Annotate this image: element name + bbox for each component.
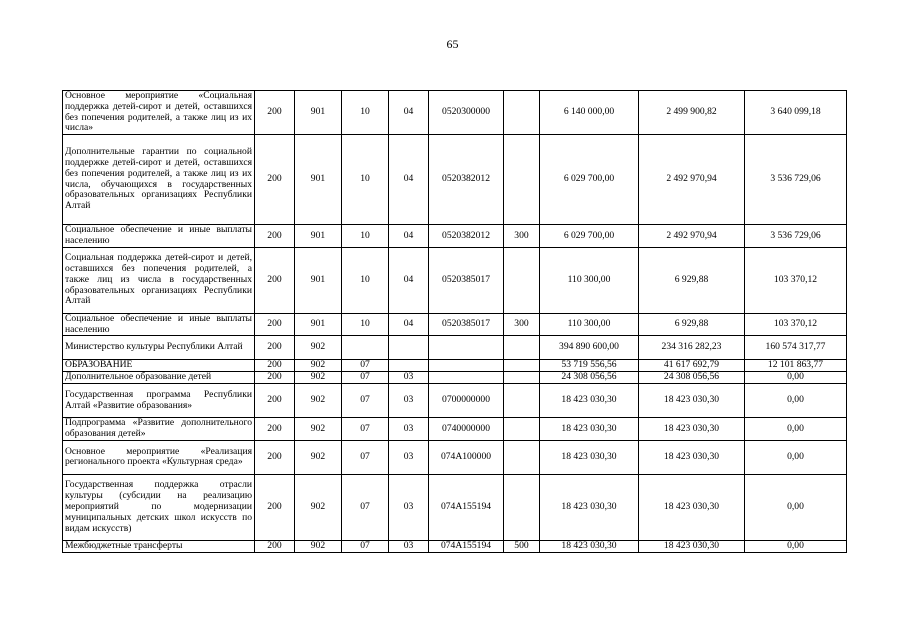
remaining-amount-cell: 160 574 317,77	[745, 336, 847, 360]
grbs-code-cell: 901	[295, 91, 342, 135]
expense-type-cell	[504, 336, 540, 360]
subsection-code-cell: 04	[389, 135, 429, 225]
section-code-cell	[342, 336, 389, 360]
subsection-code-cell: 04	[389, 91, 429, 135]
target-article-cell: 0520382012	[429, 135, 504, 225]
table-row	[63, 225, 847, 248]
grbs-code-cell: 901	[295, 225, 342, 248]
expense-type-cell	[504, 440, 540, 474]
expense-type-cell	[504, 247, 540, 313]
grbs-code-cell: 902	[295, 540, 342, 552]
subsection-code-cell: 03	[389, 418, 429, 441]
expense-type-cell	[504, 360, 540, 372]
executed-amount-cell: 18 423 030,30	[639, 384, 745, 418]
planned-amount-cell: 110 300,00	[540, 247, 639, 313]
section-code-cell: 10	[342, 91, 389, 135]
grbs-code-cell: 902	[295, 440, 342, 474]
expense-type-cell	[504, 474, 540, 540]
row-name-cell: Подпрограмма «Развитие дополнительного образования детей»	[63, 418, 255, 441]
expense-type-cell	[504, 372, 540, 384]
executed-amount-cell: 18 423 030,30	[639, 540, 745, 552]
remaining-amount-cell: 12 101 863,77	[745, 360, 847, 372]
target-article-cell	[429, 372, 504, 384]
remaining-amount-cell: 0,00	[745, 418, 847, 441]
section-code-cell: 07	[342, 418, 389, 441]
table-row	[63, 540, 847, 552]
remaining-amount-cell: 103 370,12	[745, 313, 847, 336]
target-article-cell: 074A155194	[429, 540, 504, 552]
table-row	[63, 384, 847, 418]
target-article-cell: 0520385017	[429, 313, 504, 336]
executed-amount-cell: 6 929,88	[639, 247, 745, 313]
grbs-code-cell: 902	[295, 336, 342, 360]
expense-type-cell	[504, 384, 540, 418]
executed-amount-cell: 234 316 282,23	[639, 336, 745, 360]
grbs-code-cell: 902	[295, 474, 342, 540]
table-row	[63, 247, 847, 313]
expense-type-cell	[504, 91, 540, 135]
section-code-cell: 10	[342, 225, 389, 248]
subsection-code-cell: 03	[389, 540, 429, 552]
admin-code-cell: 200	[255, 336, 295, 360]
target-article-cell: 0700000000	[429, 384, 504, 418]
planned-amount-cell: 18 423 030,30	[540, 540, 639, 552]
remaining-amount-cell: 3 536 729,06	[745, 135, 847, 225]
budget-table	[62, 90, 847, 553]
row-name-cell: Основное мероприятие «Социальная поддержка детей-сирот и детей, оставшихся без попечения родителей, а также лиц из их числа»	[63, 91, 255, 135]
subsection-code-cell: 03	[389, 440, 429, 474]
table-row	[63, 313, 847, 336]
target-article-cell: 0520300000	[429, 91, 504, 135]
target-article-cell	[429, 336, 504, 360]
admin-code-cell: 200	[255, 418, 295, 441]
planned-amount-cell: 6 029 700,00	[540, 135, 639, 225]
target-article-cell: 074A155194	[429, 474, 504, 540]
table-row	[63, 135, 847, 225]
table-row	[63, 336, 847, 360]
executed-amount-cell: 6 929,88	[639, 313, 745, 336]
planned-amount-cell: 394 890 600,00	[540, 336, 639, 360]
row-name-cell: Дополнительные гарантии по социальной поддержке детей-сирот и детей, оставшихся без попечения родителей, а также лиц из их числа, обучающихся в государственных образовательных организациях Республики Алтай	[63, 135, 255, 225]
section-code-cell: 07	[342, 372, 389, 384]
grbs-code-cell: 901	[295, 313, 342, 336]
planned-amount-cell: 24 308 056,56	[540, 372, 639, 384]
executed-amount-cell: 2 492 970,94	[639, 225, 745, 248]
admin-code-cell: 200	[255, 313, 295, 336]
subsection-code-cell: 03	[389, 474, 429, 540]
subsection-code-cell: 03	[389, 372, 429, 384]
expense-type-cell	[504, 135, 540, 225]
section-code-cell: 07	[342, 474, 389, 540]
row-name-cell: Основное мероприятие «Реализация регионального проекта «Культурная среда»	[63, 440, 255, 474]
planned-amount-cell: 110 300,00	[540, 313, 639, 336]
planned-amount-cell: 18 423 030,30	[540, 474, 639, 540]
row-name-cell: Социальное обеспечение и иные выплаты населению	[63, 225, 255, 248]
subsection-code-cell	[389, 336, 429, 360]
executed-amount-cell: 2 492 970,94	[639, 135, 745, 225]
section-code-cell: 10	[342, 247, 389, 313]
section-code-cell: 10	[342, 313, 389, 336]
admin-code-cell: 200	[255, 540, 295, 552]
table-row	[63, 372, 847, 384]
expense-type-cell: 500	[504, 540, 540, 552]
executed-amount-cell: 41 617 692,79	[639, 360, 745, 372]
remaining-amount-cell: 0,00	[745, 540, 847, 552]
section-code-cell: 07	[342, 360, 389, 372]
row-name-cell: ОБРАЗОВАНИЕ	[63, 360, 255, 372]
row-name-cell: Межбюджетные трансферты	[63, 540, 255, 552]
grbs-code-cell: 902	[295, 384, 342, 418]
planned-amount-cell: 18 423 030,30	[540, 440, 639, 474]
admin-code-cell: 200	[255, 474, 295, 540]
executed-amount-cell: 18 423 030,30	[639, 440, 745, 474]
expense-type-cell: 300	[504, 313, 540, 336]
admin-code-cell: 200	[255, 225, 295, 248]
subsection-code-cell: 03	[389, 384, 429, 418]
planned-amount-cell: 53 719 556,56	[540, 360, 639, 372]
admin-code-cell: 200	[255, 440, 295, 474]
executed-amount-cell: 2 499 900,82	[639, 91, 745, 135]
remaining-amount-cell: 0,00	[745, 440, 847, 474]
executed-amount-cell: 18 423 030,30	[639, 418, 745, 441]
admin-code-cell: 200	[255, 360, 295, 372]
row-name-cell: Социальная поддержка детей-сирот и детей, оставшихся без попечения родителей, а также лиц из числа в государственных образовательных организациях Республики Алтай	[63, 247, 255, 313]
planned-amount-cell: 6 029 700,00	[540, 225, 639, 248]
planned-amount-cell: 18 423 030,30	[540, 384, 639, 418]
planned-amount-cell: 18 423 030,30	[540, 418, 639, 441]
remaining-amount-cell: 0,00	[745, 384, 847, 418]
executed-amount-cell: 18 423 030,30	[639, 474, 745, 540]
section-code-cell: 07	[342, 384, 389, 418]
expense-type-cell	[504, 418, 540, 441]
executed-amount-cell: 24 308 056,56	[639, 372, 745, 384]
section-code-cell: 07	[342, 540, 389, 552]
target-article-cell: 0520385017	[429, 247, 504, 313]
remaining-amount-cell: 103 370,12	[745, 247, 847, 313]
target-article-cell: 0740000000	[429, 418, 504, 441]
table-row	[63, 91, 847, 135]
remaining-amount-cell: 0,00	[745, 474, 847, 540]
target-article-cell: 074A100000	[429, 440, 504, 474]
admin-code-cell: 200	[255, 372, 295, 384]
target-article-cell: 0520382012	[429, 225, 504, 248]
subsection-code-cell: 04	[389, 313, 429, 336]
section-code-cell: 07	[342, 440, 389, 474]
subsection-code-cell: 04	[389, 225, 429, 248]
remaining-amount-cell: 3 536 729,06	[745, 225, 847, 248]
target-article-cell	[429, 360, 504, 372]
admin-code-cell: 200	[255, 91, 295, 135]
row-name-cell: Дополнительное образование детей	[63, 372, 255, 384]
row-name-cell: Министерство культуры Республики Алтай	[63, 336, 255, 360]
admin-code-cell: 200	[255, 247, 295, 313]
table-row	[63, 440, 847, 474]
page-number: 65	[446, 37, 459, 51]
remaining-amount-cell: 3 640 099,18	[745, 91, 847, 135]
expense-type-cell: 300	[504, 225, 540, 248]
planned-amount-cell: 6 140 000,00	[540, 91, 639, 135]
table-row	[63, 418, 847, 441]
grbs-code-cell: 902	[295, 360, 342, 372]
remaining-amount-cell: 0,00	[745, 372, 847, 384]
grbs-code-cell: 902	[295, 372, 342, 384]
grbs-code-cell: 901	[295, 135, 342, 225]
table-row	[63, 360, 847, 372]
admin-code-cell: 200	[255, 135, 295, 225]
section-code-cell: 10	[342, 135, 389, 225]
grbs-code-cell: 902	[295, 418, 342, 441]
admin-code-cell: 200	[255, 384, 295, 418]
row-name-cell: Государственная поддержка отрасли культуры (субсидии на реализацию мероприятий по модернизации муниципальных детских школ искусств по видам искусств)	[63, 474, 255, 540]
subsection-code-cell	[389, 360, 429, 372]
table-row	[63, 474, 847, 540]
grbs-code-cell: 901	[295, 247, 342, 313]
row-name-cell: Социальное обеспечение и иные выплаты населению	[63, 313, 255, 336]
row-name-cell: Государственная программа Республики Алтай «Развитие образования»	[63, 384, 255, 418]
subsection-code-cell: 04	[389, 247, 429, 313]
